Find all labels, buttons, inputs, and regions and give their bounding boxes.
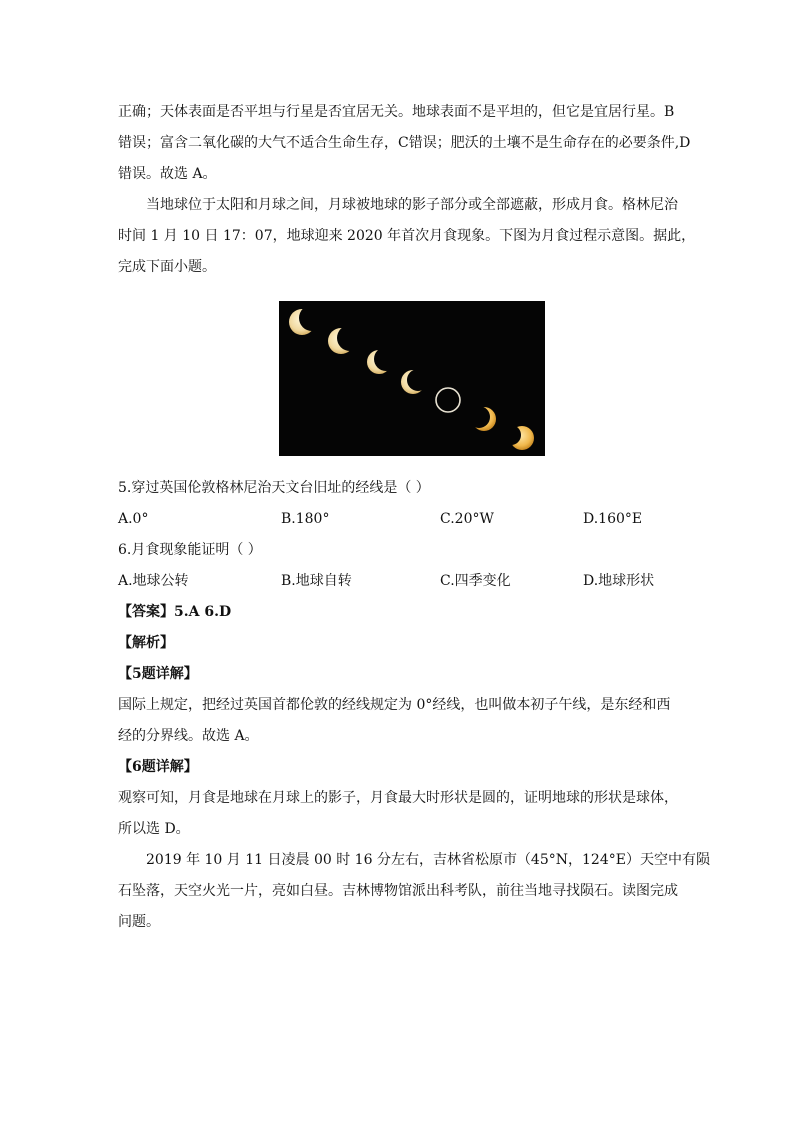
paragraph-line: 错误。故选 A。 <box>118 166 217 182</box>
paragraph-line: 完成下面小题。 <box>118 259 216 275</box>
paragraph-line: 国际上规定，把经过英国首都伦敦的经线规定为 0°经线，也叫做本初子午线，是东经和西 <box>118 697 671 713</box>
paragraph-line: 正确；天体表面是否平坦与行星是否宜居无关。地球表面不是平坦的，但它是宜居行星。B <box>118 104 675 120</box>
paragraph-line: 当地球位于太阳和月球之间，月球被地球的影子部分或全部遮蔽，形成月食。格林尼治 <box>146 197 678 213</box>
answer-line: 【答案】5.A 6.D <box>118 604 232 620</box>
question-6-option-a: A.地球公转 <box>118 573 189 589</box>
paragraph-line: 观察可知，月食是地球在月球上的影子，月食最大时形状是圆的，证明地球的形状是球体， <box>118 790 678 806</box>
paragraph-line: 石坠落，天空火光一片，亮如白昼。吉林博物馆派出科考队，前往当地寻找陨石。读图完成 <box>118 883 678 899</box>
question-6-detail-heading: 【6题详解】 <box>118 759 198 775</box>
question-5-option-b: B.180° <box>281 511 330 527</box>
question-6-option-b: B.地球自转 <box>281 573 352 589</box>
paragraph-line: 所以选 D。 <box>118 821 190 837</box>
question-6-stem: 6.月食现象能证明（ ） <box>118 542 262 558</box>
question-5-option-d: D.160°E <box>583 511 643 527</box>
lunar-eclipse-figure <box>279 301 545 456</box>
paragraph-line: 错误；富含二氧化碳的大气不适合生命生存，C错误；肥沃的土壤不是生命存在的必要条件,D <box>118 135 691 151</box>
moon-phase-7 <box>510 426 534 450</box>
paragraph-line: 2019 年 10 月 11 日凌晨 00 时 16 分左右，吉林省松原市（45°N，124°E）天空中有陨 <box>146 852 710 868</box>
question-5-detail-heading: 【5题详解】 <box>118 666 198 682</box>
analysis-heading: 【解析】 <box>118 635 174 651</box>
moon-phase-1 <box>289 309 315 335</box>
question-6-option-c: C.四季变化 <box>440 573 511 589</box>
paragraph-line: 时间 1 月 10 日 17：07，地球迎来 2020 年首次月食现象。下图为月食过程示意图。据此， <box>118 228 696 244</box>
question-5-option-c: C.20°W <box>440 511 494 527</box>
question-5-stem: 5.穿过英国伦敦格林尼治天文台旧址的经线是（ ） <box>118 480 430 496</box>
question-5-option-a: A.0° <box>118 511 149 527</box>
moon-phase-3 <box>367 350 391 374</box>
question-6-option-d: D.地球形状 <box>583 573 655 589</box>
paragraph-line: 问题。 <box>118 914 160 930</box>
moon-phase-5 <box>436 388 460 412</box>
moon-phase-6 <box>472 407 496 431</box>
moon-phase-4 <box>401 370 425 394</box>
eclipse-sequence-image <box>279 301 545 456</box>
paragraph-line: 经的分界线。故选 A。 <box>118 728 259 744</box>
moon-phase-2 <box>328 328 354 354</box>
